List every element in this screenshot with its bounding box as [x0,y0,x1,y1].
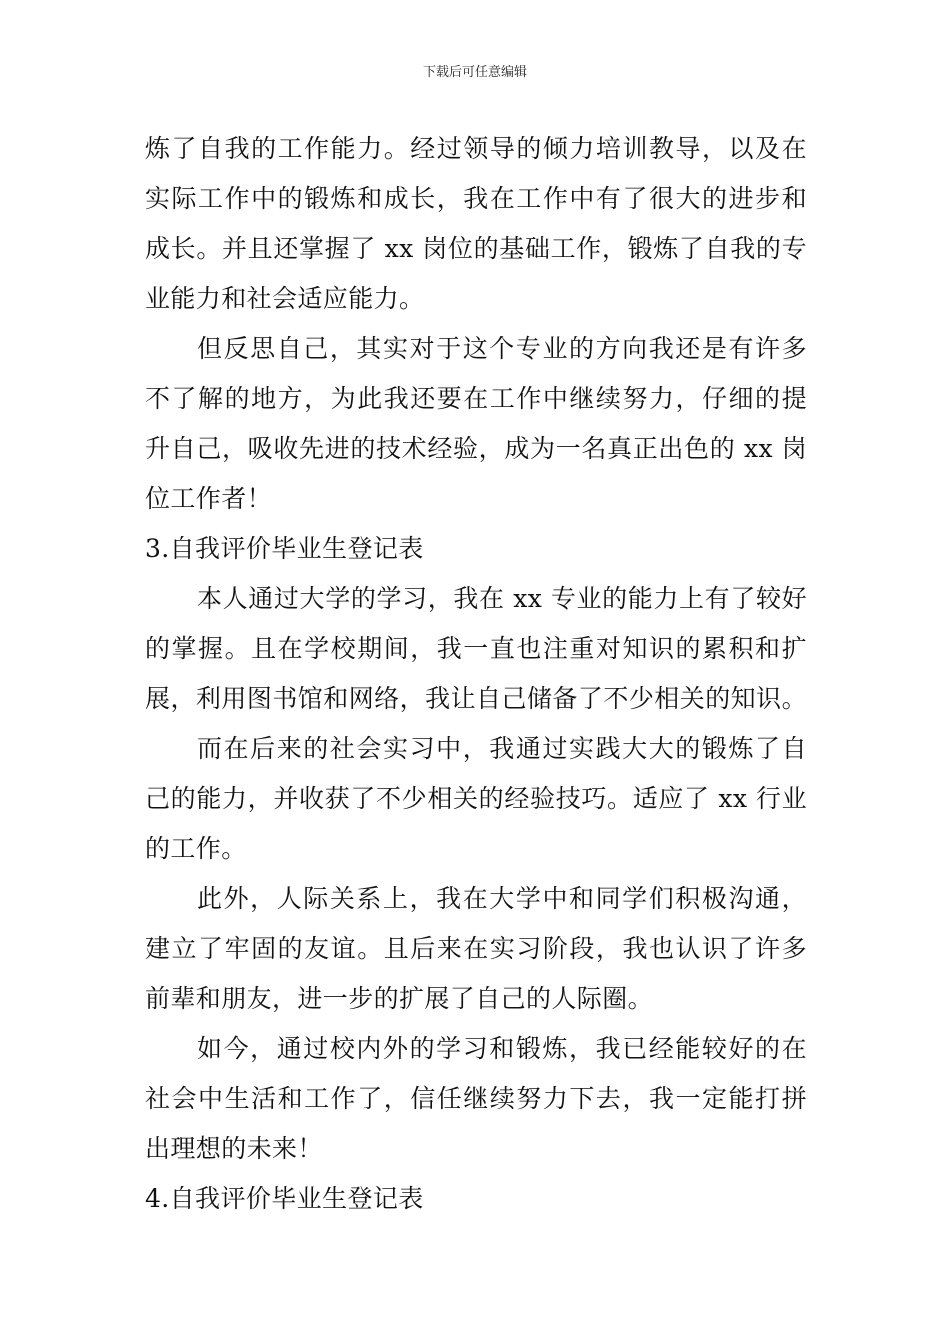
paragraph-first-line: 而在后来的社会实习中，我通过实践大大的锻炼了自 [197,734,807,763]
text-line: 升自己，吸收先进的技术经验，成为一名真正出色的 xx 岗 [145,434,807,463]
text-line: 展，利用图书馆和网络，我让自己储备了不少相关的知识。 [145,684,807,713]
text-line: 实际工作中的锻炼和成长，我在工作中有了很大的进步和 [145,184,807,213]
document-body [145,124,807,1224]
text-line: 位工作者！ [145,484,273,513]
text-line: 己的能力，并收获了不少相关的经验技巧。适应了 xx 行业 [145,784,807,813]
paragraph-first-line: 此外，人际关系上，我在大学中和同学们积极沟通， [197,884,807,913]
text-line: 前辈和朋友，进一步的扩展了自己的人际圈。 [145,984,654,1013]
text-line: 不了解的地方，为此我还要在工作中继续努力，仔细的提 [145,384,807,413]
paragraph-first-line: 本人通过大学的学习，我在 xx 专业的能力上有了较好 [197,584,807,613]
text-line: 业能力和社会适应能力。 [145,284,425,313]
paragraph-first-line: 但反思自己，其实对于这个专业的方向我还是有许多 [197,334,807,363]
paragraph-first-line: 如今，通过校内外的学习和锻炼，我已经能较好的在 [197,1034,807,1063]
text-line: 建立了牢固的友谊。且后来在实习阶段，我也认识了许多 [145,934,807,963]
section-heading: 4.自我评价毕业生登记表 [145,1184,424,1213]
text-line: 社会中生活和工作了，信任继续努力下去，我一定能打拼 [145,1084,807,1113]
text-line: 的工作。 [145,834,247,863]
text-line: 出理想的未来！ [145,1134,323,1163]
page-header: 下载后可任意编辑 [422,65,527,80]
text-line: 的掌握。且在学校期间，我一直也注重对知识的累积和扩 [145,634,807,663]
text-line: 成长。并且还掌握了 xx 岗位的基础工作，锻炼了自我的专 [145,234,807,263]
text-line: 炼了自我的工作能力。经过领导的倾力培训教导，以及在 [145,134,807,163]
section-heading: 3.自我评价毕业生登记表 [145,534,424,563]
